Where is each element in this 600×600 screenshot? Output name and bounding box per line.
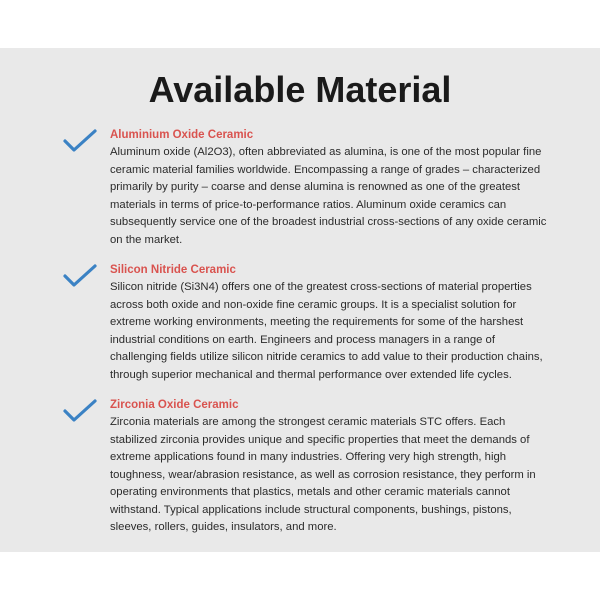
material-title: Aluminium Oxide Ceramic (110, 129, 254, 141)
checkmark-icon (63, 264, 97, 288)
material-description: Aluminum oxide (Al2O3), often abbreviated as alumina, is one of the most popular fine ceramic material families worldwide. Encompassing a range of grades – characterized primarily by purity – coarse and dense alumina is renowned as one of the greatest materials in terms of price-to-performance ratios. Aluminum oxide ceramics can subsequently service one of the broadest industrial cross-sections of any oxide ceramic on the market. (110, 146, 547, 246)
material-title: Zirconia Oxide Ceramic (110, 399, 239, 411)
page-title: Available Material (148, 69, 452, 110)
checkmark-icon (63, 399, 97, 423)
material-title: Silicon Nitride Ceramic (110, 264, 236, 276)
material-description: Silicon nitride (Si3N4) offers one of the greatest cross-sections of material properties across both oxide and non-oxide fine ceramic groups. It is a specialist solution for extreme working environments, meeting the requirements for some of the harshest industrial conditions on earth. Engineers and process managers in a range of challenging fields utilize silicon nitride ceramics to add value to their production chains, through superior mechanical and thermal performance over extended life cycles. (110, 281, 543, 381)
checkmark-icon (63, 129, 97, 153)
material-description: Zirconia materials are among the strongest ceramic materials STC offers. Each stabilized zirconia provides unique and specific properties that meet the demands of extreme applications found in many industries. Offering very high strength, high toughness, wear/abrasion resistance, as well as corrosion resistance, they perform in operating environments that plastics, metals and other ceramic materials cannot withstand. Typical applications include structural components, bushings, pistons, sleeves, rollers, guides, insulators, and more. (110, 416, 536, 533)
